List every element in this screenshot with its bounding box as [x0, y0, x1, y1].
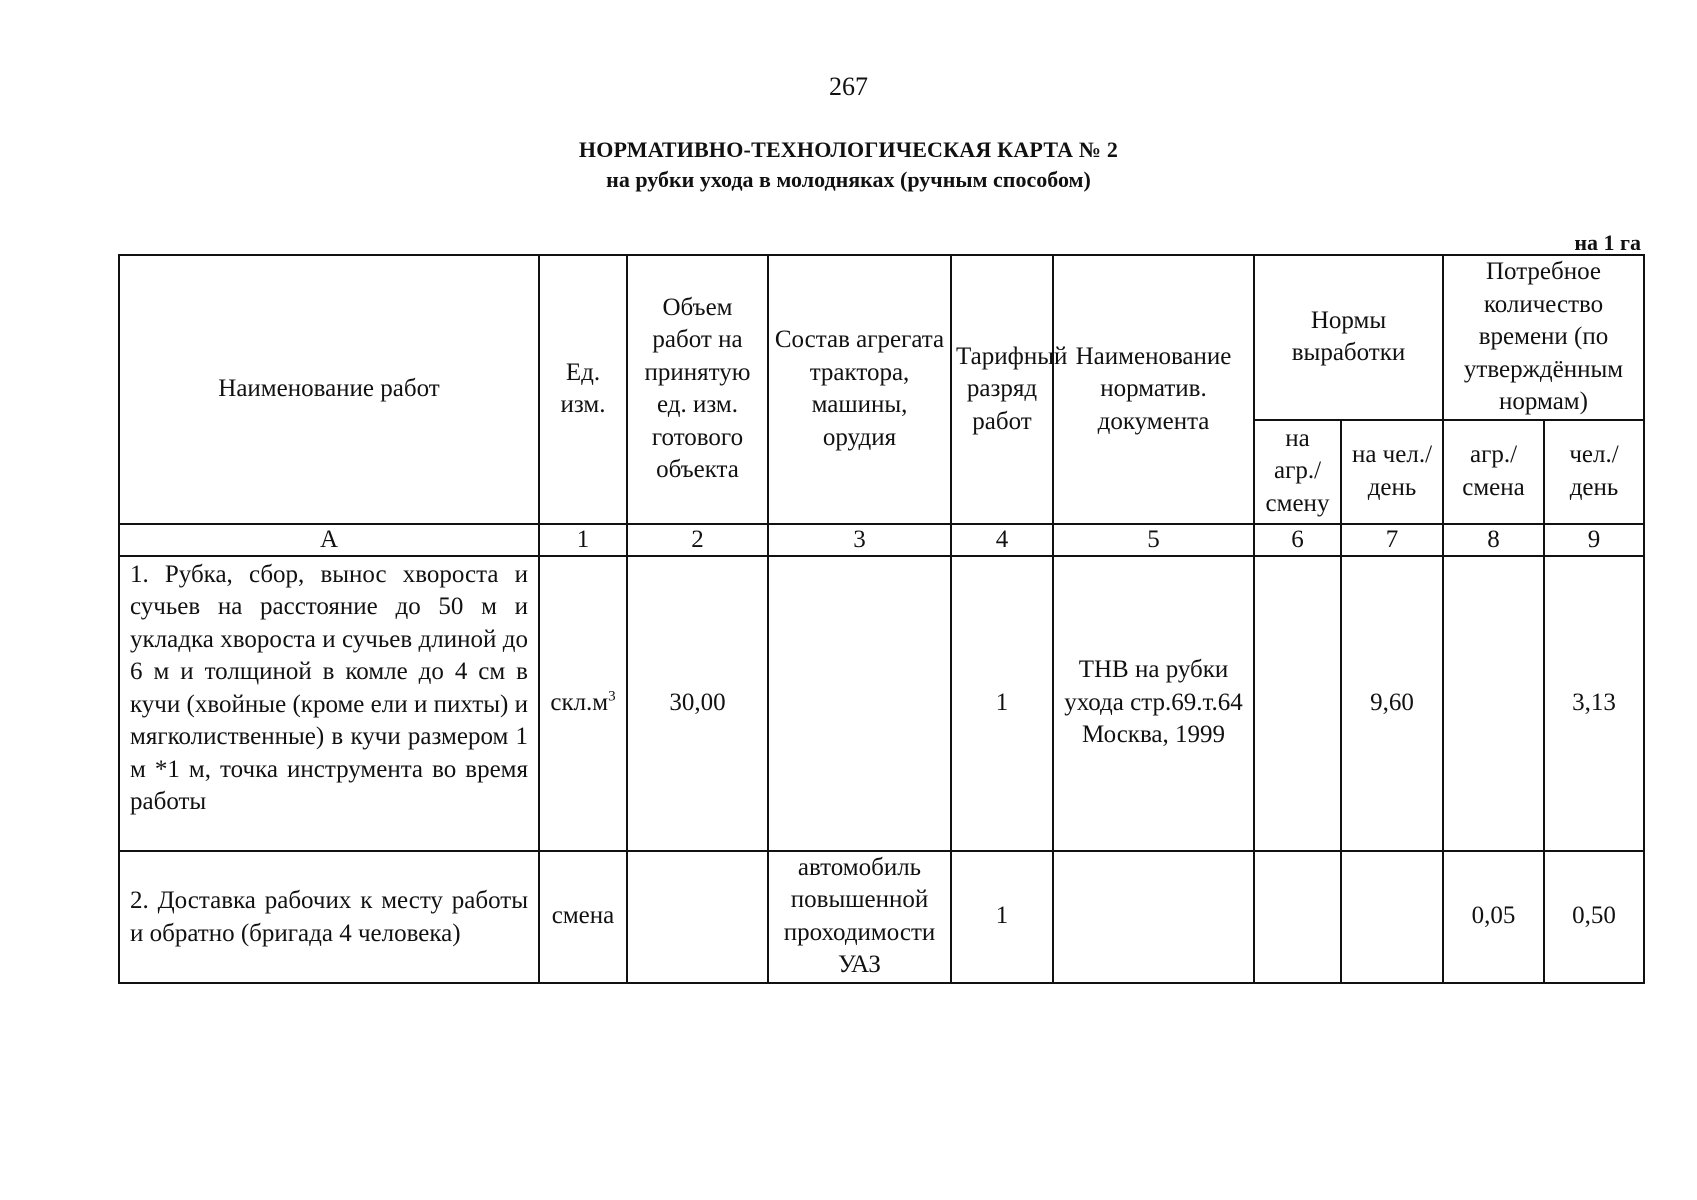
index-cell: 9 [1544, 524, 1644, 556]
header-volume: Объем работ на принятую ед. изм. готового объекта [627, 255, 768, 524]
header-tariff: Тарифный разряд работ [951, 255, 1053, 524]
tariff-cell: 1 [951, 851, 1053, 983]
index-cell: 1 [539, 524, 627, 556]
time-per-person-cell: 3,13 [1544, 556, 1644, 851]
index-cell: 3 [768, 524, 951, 556]
index-cell: 2 [627, 524, 768, 556]
norm-per-unit-cell [1254, 556, 1341, 851]
document-cell [1053, 851, 1254, 983]
time-per-unit-cell: 0,05 [1443, 851, 1544, 983]
column-index-row [119, 524, 1644, 556]
composition-cell: автомобиль повышенной проходимости УАЗ [768, 851, 951, 983]
header-work-name: Наименование работ [119, 255, 539, 524]
index-cell: 4 [951, 524, 1053, 556]
header-time: Потребное количество времени (по утверждённым нормам) [1443, 255, 1644, 420]
norm-per-person-cell: 9,60 [1341, 556, 1443, 851]
document-cell: ТНВ на рубки ухода стр.69.т.64 Москва, 1999 [1053, 556, 1254, 851]
time-per-unit-cell [1443, 556, 1544, 851]
header-norms-per-unit: на агр./ смену [1254, 420, 1341, 524]
header-norms: Нормы выработки [1254, 255, 1443, 420]
volume-cell [627, 851, 768, 983]
document-subtitle: на рубки ухода в молодняках (ручным способом) [606, 167, 1091, 192]
unit-text: скл.м [550, 688, 609, 716]
unit-cell [539, 851, 627, 983]
work-description: 1. Рубка, сбор, вынос хвороста и сучьев на расстояние до 50 м и укладка хвороста и сучьев длиной до 6 м и толщиной в комле до 4 см в кучи (хвойные (кроме ели и пихты) и мягколиственные) в кучи размером 1 м *1 м, точка инструмента во время работы [119, 556, 539, 851]
norm-per-unit-cell [1254, 851, 1341, 983]
norms-table [118, 254, 1645, 984]
page-number: 267 [829, 72, 868, 101]
time-per-person-cell: 0,50 [1544, 851, 1644, 983]
table-row [119, 556, 1644, 851]
work-description: 2. Доставка рабочих к месту работы и обратно (бригада 4 человека) [119, 851, 539, 983]
unit-superscript: 3 [608, 688, 616, 705]
header-composition: Состав агрегата трактора, машины, орудия [768, 255, 951, 524]
norm-per-person-cell [1341, 851, 1443, 983]
header-time-per-unit: агр./ смена [1443, 420, 1544, 524]
volume-cell: 30,00 [627, 556, 768, 851]
index-cell: 7 [1341, 524, 1443, 556]
document-title: НОРМАТИВНО-ТЕХНОЛОГИЧЕСКАЯ КАРТА № 2 [578, 137, 1119, 162]
unit-text: смена [551, 902, 615, 930]
index-cell: 6 [1254, 524, 1341, 556]
header-time-per-person: чел./ день [1544, 420, 1644, 524]
unit-note: на 1 га [1574, 230, 1641, 255]
composition-cell [768, 556, 951, 851]
header-unit: Ед. изм. [539, 255, 627, 524]
header-norms-per-person: на чел./ день [1341, 420, 1443, 524]
table-row [119, 851, 1644, 983]
header-document: Наименование норматив. документа [1053, 255, 1254, 524]
tariff-cell: 1 [951, 556, 1053, 851]
index-cell: 8 [1443, 524, 1544, 556]
index-cell: А [119, 524, 539, 556]
index-cell: 5 [1053, 524, 1254, 556]
unit-cell [539, 556, 627, 851]
